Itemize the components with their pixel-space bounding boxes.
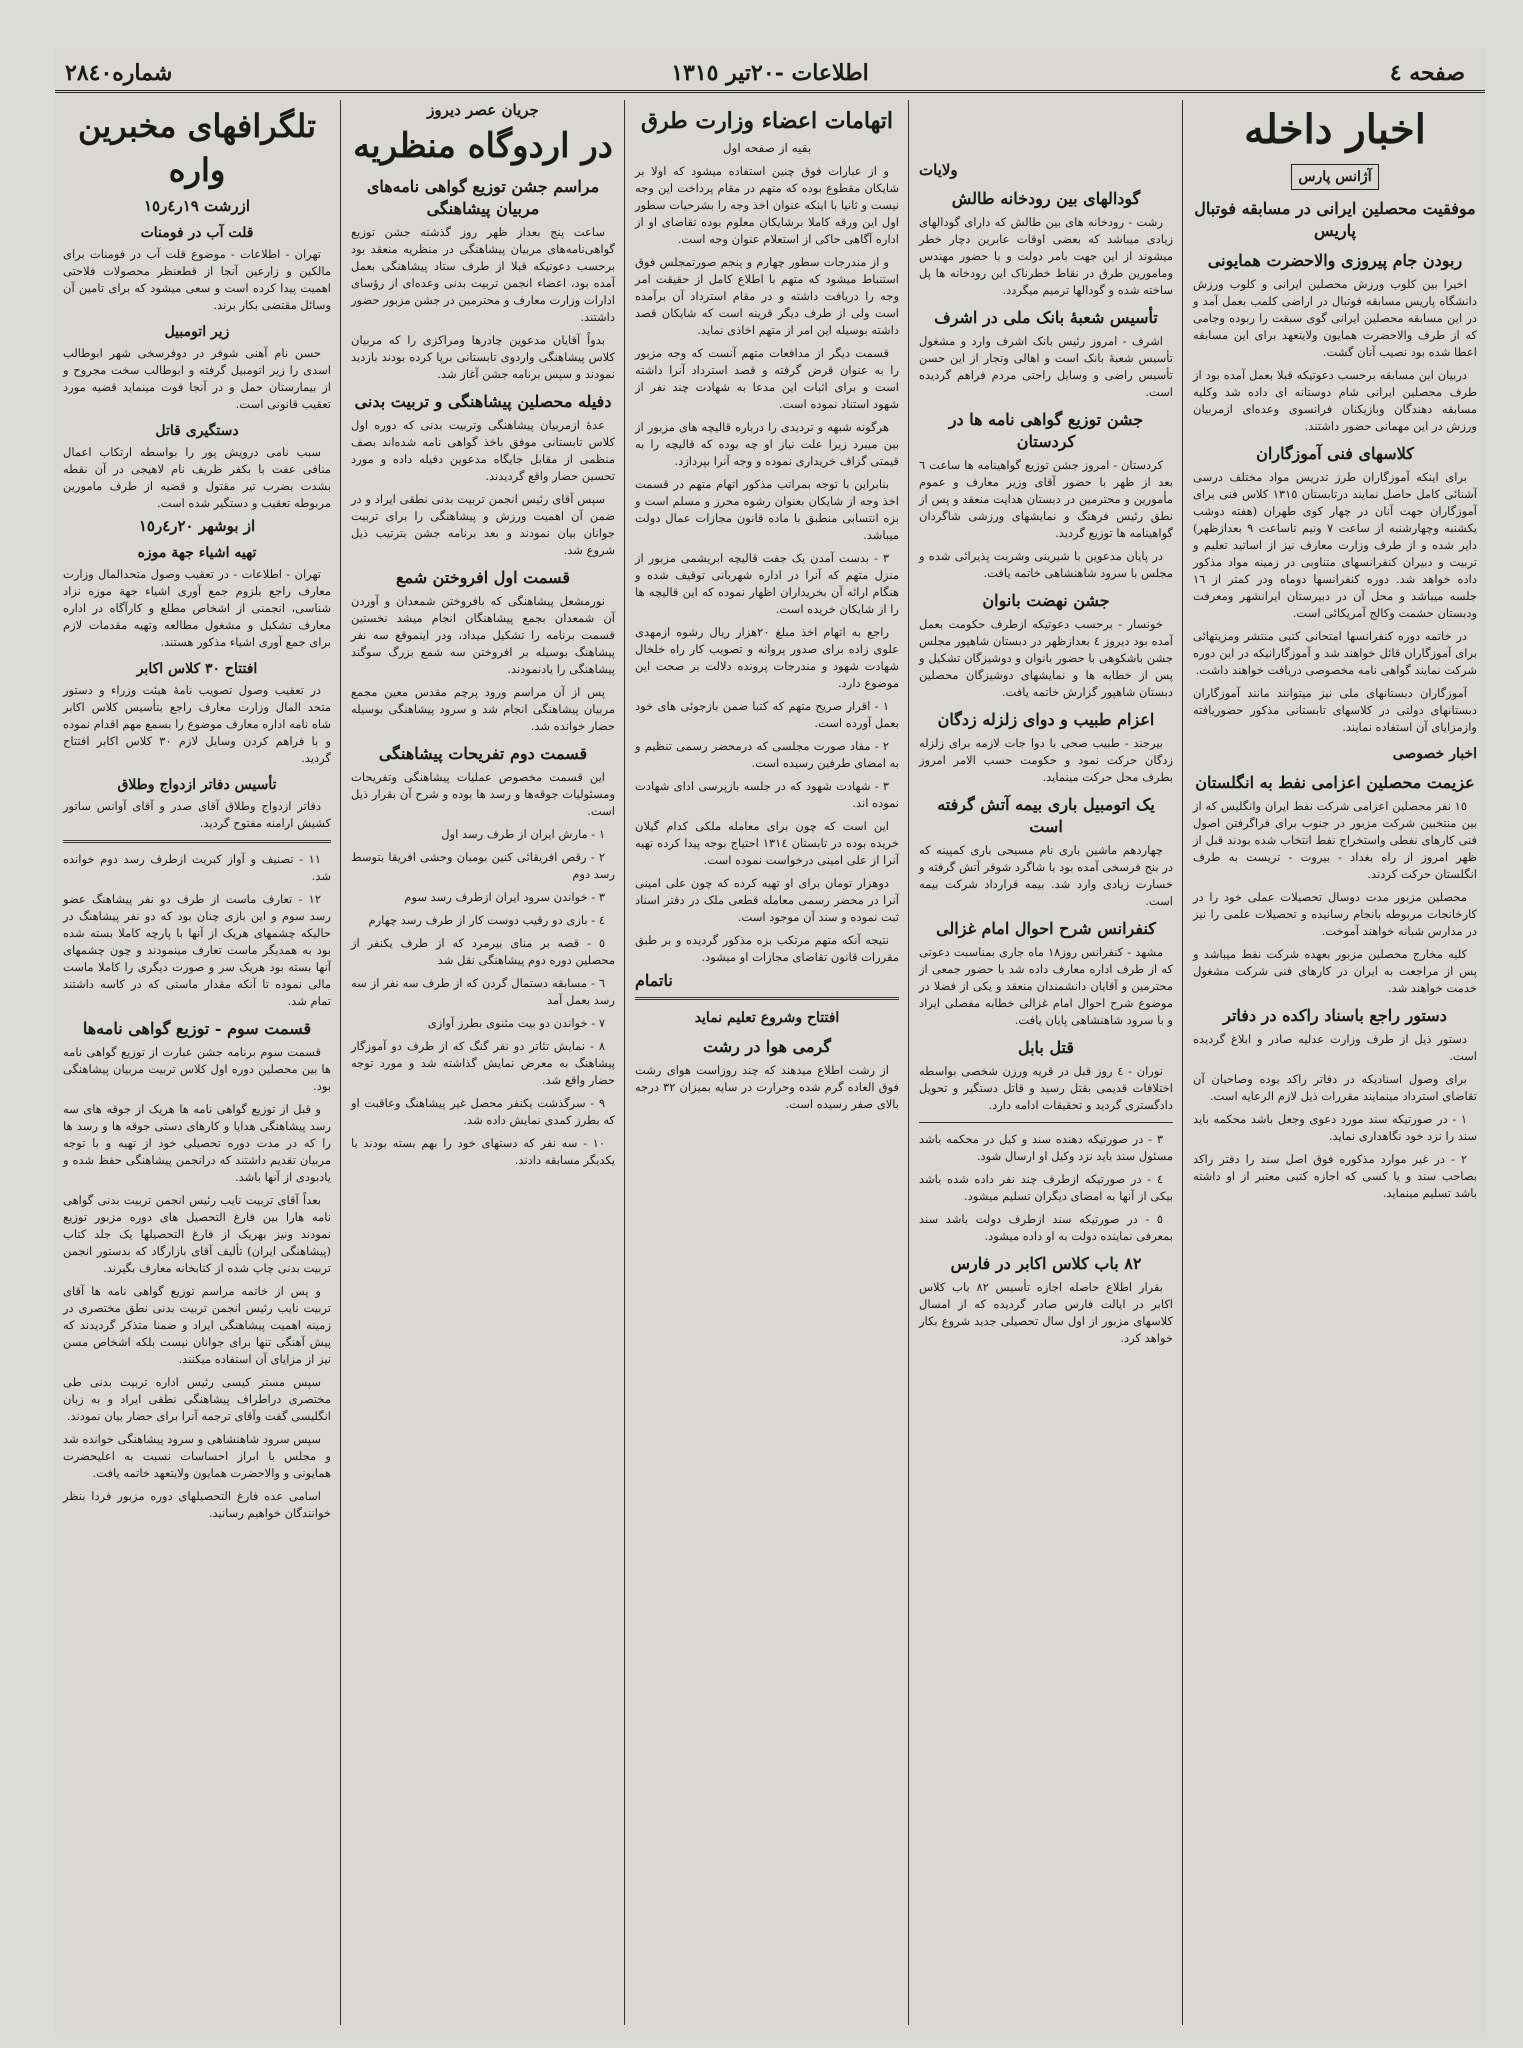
article-text: بنابراین با توجه بمراتب مذکور اتهام متهم در قسمت اخذ وجه از شایکان بعنوان رشوه محرز و مسلم است و بزه انتسابی منطبق با ماده قانون مجازات عمال دولت میباشد. — [635, 477, 899, 542]
article-text: هرگونه شبهه و تردیدی را درباره قالیچه های مزبور از بین میبرد زیرا علت نیاز او چه بوده که قالیچه را به قیمتی گزاف خریداری نموده و وجه آنرا بپردازد. — [635, 420, 899, 468]
divider — [63, 840, 331, 843]
headline-fumanat-water: قلت آب در فومنات — [140, 225, 254, 241]
article-text: آموزگاران دبستانهای ملی نیز میتوانند مانند آموزگاران دبستانهای دولتی در کلاسهای تابستانی مذکور حضوریافته وازمزایای آن استفاده نمایند. — [1193, 686, 1477, 734]
headline-scout-certificates: مراسم جشن توزیع گواهی نامه‌های مربیان پیشاهنگی — [366, 177, 600, 218]
headline-part-one: قسمت اول افروختن شمع — [395, 568, 571, 587]
article-text: سپس سرود شاهنشاهی و سرود پیشاهنگی خوانده شد و مجلس با ابراز احساسات نسبت به اعلیحضرت همایونی و والاحضرت همایون ولایتعهد خاتمه یافت. — [63, 1432, 331, 1480]
program-item: ٦ - مسابقه دستمال گردن که از طرف سه نفر از سه رسد بعمل آمد — [351, 976, 615, 1007]
headline-killer-arrest: دستگیری قاتل — [155, 423, 239, 439]
article-text: ١ - اقرار صریح متهم که کتبا ضمن بازجوئی های خود بعمل آورده است. — [635, 699, 899, 730]
headline-bank-branch: تأسیس شعبهٔ بانک ملی در اشرف — [934, 308, 1158, 327]
headline-babol-murder: قتل بابل — [1017, 1038, 1075, 1057]
article-text: نوران - ٤ روز قبل در قریه ورزن شخصی بواسطه اختلافات قدیمی بقتل رسید و قاتل دستگیر و تحویل دادگستری گردید و تحقیقات ادامه دارد. — [919, 1064, 1173, 1112]
article-text: چهاردهم ماشین باری نام مسیحی باری کمپینه که در بنج فرسخی آمده بود با شاگرد شوفر آتش گرفته و خسارت زیادی وارد شد. بیمه قرارداد شرکت بیمه است. — [919, 843, 1173, 908]
headline-oil-students: عزیمت محصلین اعزامی نفط به انگلستان — [1195, 773, 1475, 792]
headline-fars-classes: ٨٢ باب کلاس اکابر در فارس — [950, 1254, 1142, 1273]
program-item: ١ - مارش ایران از طرف رسد اول — [441, 827, 605, 841]
program-item: ١٠ - سه نفر که دستهای خود را بهم بسته بودند با یکدیگر مسابقه دادند. — [351, 1136, 615, 1167]
headline-marriage-offices: تأسیس دفاتر ازدواج وطلاق — [117, 777, 277, 793]
to-be-continued: ناتمام — [635, 971, 673, 990]
private-news-label: اخبار خصوصی — [1392, 746, 1477, 762]
article-text: بدواً آقایان مدعوین چادرها ومراکزی را که مربیان کلاس پیشاهنگی واردوی تابستانی برپا کرده بودند بازدید نمودند و سپس برنامه جشن آغاز شد. — [351, 333, 615, 381]
article-text: نتیجه آنکه متهم مرتکب بزه مذکور گردیده و بر طبق مقررات قانون تقاضای مجازات او میشود. — [635, 933, 899, 964]
agency-label: آژانس پارس — [1193, 164, 1477, 190]
column-rule — [340, 100, 341, 2025]
headline-school-opening: افتتاح وشروع تعلیم نماید — [694, 1010, 840, 1026]
article-text: اخیرا بین کلوب ورزش محصلین ایرانی و کلوب ورزش دانشگاه پاریس مسابقه فوتبال در اراضی کلمب بعمل آمد و در این مسابقه محصلین ایرانی گوی سبقت را ربوده وجامی که از طرف والاحضرت همایون ولایتعهد برای این مسابقه اعطا شده بود نصیب آنان گشت. — [1193, 277, 1477, 359]
article-text: تهران - اطلاعات - موضوع قلت آب در فومنات برای مالکین و زارعین آنجا از قطعنظر محصولات فلاحتی اهمیت پیدا کرده است و سعی میشود که برای تامین آن وسائل مقتضی بکار برند. — [63, 247, 331, 312]
column-domestic-news — [1185, 100, 1485, 2025]
divider — [635, 997, 899, 1000]
article-text: و پس از خاتمه مراسم توزیع گواهی نامه ها آقای تربیت نایب رئیس انجمن تربیت بدنی نطق مختصری در زمینه اهمیت پیشاهنگی ایراد و ضمنا متذکر گردیدند که پیش آهنگی تنها برای جوانان نیست بلکه اشخاص مسن نیز از مزایای آن استفاده میکنند. — [63, 1284, 331, 1366]
masthead — [55, 56, 1485, 93]
article-text: ٥ - در صورتیکه سند ازطرف دولت باشد سند بمعرفی نماینده دولت به او داده میشود. — [919, 1212, 1173, 1243]
headline-earthquake-doctor: اعزام طبیب و دوای زلزله زدگان — [937, 710, 1155, 729]
article-text: اسامی عده فارغ التحصیلهای دوره مزبور فردا بنظر خوانندگان خواهیم رسانید. — [63, 1489, 331, 1520]
headline-car-accident: زیر اتومبیل — [164, 324, 230, 340]
program-item: ٤ - بازی دو رقیب دوست کار از طرف رسد چهارم — [368, 913, 605, 927]
headline-part-three: قسمت سوم - توزیع گواهی نامه‌ها — [82, 1019, 312, 1038]
continued-from-label: بقیه از صفحه اول — [722, 141, 812, 155]
headline-part-two: قسمت دوم تفریحات پیشاهنگی — [378, 744, 588, 763]
headline-roads-ministry: اتهامات اعضاء وزارت طرق — [640, 108, 894, 134]
article-text: کلیه مخارج محصلین مزبور بعهده شرکت نفط میباشد و پس از مراجعت به ایران در کارهای فنی شرکت مشغول خدمت خواهند شد. — [1193, 947, 1477, 995]
program-item: ٧ - خواندن دو بیت مثنوی بطرز آوازی — [427, 1016, 605, 1030]
article-text: کردستان - امروز جشن توزیع گواهینامه ها ساعت ٦ بعد از ظهر با حضور آقای وزیر معارف و عموم مأمورین و محترمین در دبستان هدایت منعقد و پس از نطق رئیس فرهنگ و نمایشهای ورزشی شاگردان گواهینامه ها توزیع گردید. — [919, 458, 1173, 540]
column-rule — [624, 100, 625, 2025]
article-text: بیرجند - طبیب صحی با دوا جات لازمه برای زلزله زدگان حرکت نمود و حکومت حسب الامر امروز بطرف محل حرکت مینماید. — [919, 736, 1173, 784]
program-item: ٩ - سرگذشت یکنفر محصل غیر پیشاهنگ وعاقبت او که بطرز کمدی نمایش داده شد. — [351, 1096, 615, 1127]
article-text: راجع به اتهام اخذ مبلغ ٢٠هزار ریال رشوه ازمهدی علوی زاده برای صدور پروانه و تصویب کار راه خلخال شهادت شهود و مندرجات پرونده دلالت بر صحت این موضوع دارد. — [635, 625, 899, 690]
article-text: این است که چون برای معامله ملکی کدام گیلان خریده بوده در تابستان ١٣١٤ احتیاج بوجه پیدا کرده تهیه آنرا از علی امینی درخواست نموده است. — [635, 819, 899, 867]
headline-talesh: گودالهای بین رودخانه طالش — [951, 189, 1141, 208]
article-text: حسن نام آهنی شوفر در دوفرسخی شهر ابوطالب اسدی را زیر اتومبیل گرفته و ابوطالب سخت مجروح و از بیمارستان حمل و در آنجا فوت مینماید قضیه مورد تعقیب قانونی است. — [63, 346, 331, 411]
article-text: بعداً آقای تربیت نایب رئیس انجمن تربیت بدنی گواهی نامه هارا بین فارغ التحصیل های دوره مزبور توزیع نمودند ونیز بهریک از فارغ التحصیلها یک جلد کتاب (پیشاهنگی ایران) تألیف آقای بازارگاد که بدستور انجمن تربیت بدنی چاپ شده از کتابخانه معارف بگیرند. — [63, 1193, 331, 1275]
masthead-title: اطلاعات -٢٠تير ١٣١٥ — [671, 60, 869, 86]
article-text: ٤ - در صورتیکه ازطرف چند نفر داده شده باشد بیکی از آنها به امضای دیگران تسلیم میشود. — [919, 1172, 1173, 1203]
dateline-rasht: ازرشت ١٩ر٤ر١٥ — [144, 197, 250, 215]
kicker-yesterday: جریان عصر دیروز — [427, 101, 539, 119]
article-text: رشت - رودخانه های بین طالش که دارای گودالهای زیادی میباشد که بعضی اوقات عابرین دچار خطر میشوند از این جهت بامر دولت و با حضور مهندس ومامورین طرق در نقاط خطرناک این رودخانه ها پل ساخته شده و گودالها ترمیم میگردد. — [919, 215, 1173, 297]
article-text: دربیان این مسابقه برحسب دعوتیکه قبلا بعمل آمده بود از طرف محصلین ایرانی شام دوستانه ای داده شد وکلیه مسابقه دهندگان وبازیکنان فرانسوی وعده‌ای ازمربیان ورزش در این مهمانی حضور داشتند. — [1193, 368, 1477, 433]
article-text: و قبل از توزیع گواهی نامه ها هریک از جوقه های سه رسد پیشاهنگی هدایا و کارهای دستی جوقه ها و رسد ها را که در مدت دوره تحصیلی خود از تهیه و با توجه مربیان تقدیم داشتند که درانجمن پیشاهنگی حفظ شده و یادبودی از آنها باشد. — [63, 1102, 331, 1184]
article-text: سبب نامی درویش پور را بواسطه ارتکاب اعمال منافی عفت با بکفر ظریف نام لاهیجی در آن نقطه بشدت بضرب تیر مقتول و قضیه از طرف مامورین مربوطه تعقیب و دستگیر شده است. — [63, 445, 331, 510]
headline-women-movement: جشن نهضت بانوان — [982, 591, 1110, 610]
article-text: ٣ - بدست آمدن یک جفت قالیچه ابریشمی مزبور از منزل متهم که آنرا در اداره شهربانی توقیف شده و هنگام ارائه آن بخریداران اظهار نموده که این قالیچه ها را از شایکان خریده است. — [635, 551, 899, 616]
article-text: نورمشعل پیشاهنگی که بافروختن شمعدان و آوردن آن شمعدان بجمع پیشاهنگان انجام میشد نخستین قسمت برنامه را تشکیل میداد، ودر اینموقع سه نفر پیشاهنگ بوسیله بر افروختن سه شمع بزرگ سوگند پیشاهنگی را یادنمودند. — [351, 594, 615, 676]
article-text: قسمت دیگر از مدافعات متهم آنست که وجه مزبور را به عنوان قرض گرفته و قصد استرداد آنرا داشته است و برای اثبات این مدعا به شهادت چند نفر از شهود استناد نموده است. — [635, 346, 899, 411]
headline-museum-objects: تهیه اشیاء جهة موزه — [137, 545, 257, 561]
article-text: ٢ - مفاد صورت مجلسی که درمحضر رسمی تنظیم و به امضای طرفین رسیده است. — [635, 739, 899, 770]
article-text: ساعت پنج بعداز ظهر روز گذشته جشن توزیع گواهی‌نامه‌های مربیان پیشاهنگی در منظریه منعقد بود برحسب دعوتیکه قبلا از طرف ستاد پیشاهنگی بعمل آمده بود، اعضاء انجمن تربیت بدنی وعده‌ای از رؤسای ادارات وزارت معارف و محترمین در جشن مزبور حضور داشتند. — [351, 225, 615, 324]
headline-adult-classes: افتتاح ٣٠ کلاس اکابر — [136, 661, 258, 677]
program-item: ٣ - خواندن سرود ایران ازطرف رسد سوم — [404, 890, 605, 904]
column-rule — [1182, 100, 1183, 2025]
article-text: دستور ذیل از طرف وزارت عدلیه صادر و ابلاغ گردیده است. — [1193, 1032, 1477, 1063]
article-text: این قسمت مخصوص عملیات پیشاهنگی وتفریحات ومسئولیات جوقه‌ها و رسد ها بوده و شرح آن بقرار ذیل است. — [351, 770, 615, 818]
article-text: تهران - اطلاعات - در تعقیب وصول متحدالمال وزارت معارف راجع بلزوم جمع آوری اشیاء جهة موزه نزاد شناسی، انجمنی از اشخاص مطلع و کارآگاه در اداره معارف تشکیل و مشغول مطالعه وتهیه مقدمات لازم برای جمع آوری اشیاء مذکور هستند. — [63, 567, 331, 649]
article-text: و از مندرجات سطور چهارم و پنجم صورتمجلس فوق استنباط میشود که متهم با اطلاع کامل از حقیقت امر وجه را دریافت داشته و در مقام استرداد آن برآمده است ولی از طرف دیگر قرینه است که شایکان قصد داشته بوسیله این امر از متهم اخاذی نماید. — [635, 255, 899, 337]
issue-number: شماره٢٨٤٠ — [65, 60, 173, 86]
headline-dormant-documents: دستور راجع باسناد راکده در دفاتر — [1223, 1006, 1447, 1025]
article-text: عدهٔ ازمربیان پیشاهنگی وتربیت بدنی که دوره اول کلاس تابستانی موفق باخذ گواهی نامه شده‌اند بصف منظمی از مقابل جایگاه مدعوین دفیله داده و مورد تحسین حضار واقع گردیدند. — [351, 418, 615, 483]
provinces-kicker: ولایات — [919, 161, 958, 179]
article-text: سپس مستر کیسی رئیس اداره تربیت بدنی طی مختصری دراطراف پیشاهنگی نطقی ایراد و به زبان انگلیسی گفت وآقای ترجمه آنرا برای حضار بیان نمودند. — [63, 1375, 331, 1423]
article-text: در پایان مدعوین با شیرینی وشربت پذیرائی شده و مجلس با سرود شاهنشاهی خاتمه یافت. — [919, 549, 1173, 580]
article-text: از رشت اطلاع میدهند که چند روزاست هوای رشت فوق العاده گرم شده وحرارت در سایه بمیزان ٣٢ درجه بالای صفر رسیده است. — [635, 1063, 899, 1111]
dateline-bushehr: از بوشهر ٢٠ر٤ر١٥ — [138, 517, 256, 535]
headline-cup: ربودن جام پیروزی والاحضرت همایونی — [1207, 251, 1463, 270]
divider — [919, 1122, 1173, 1123]
headline-kurdistan-certificates: جشن توزیع گواهی نامه ها در کردستان — [948, 410, 1144, 451]
article-text: و از عبارات فوق چنین استفاده میشود که اولا بر شایکان مقطوع بوده که متهم در مقام پرداخت این وجه نیست و ثانیا با اینکه عنوان اخذ وجه را بشرحیات سطور اول این ورقه کاملا برشایکان معلوم بوده تقاضای او از اداره آگاهی حاکی از استعلام عنوان وجه است. — [635, 164, 899, 246]
page-number: صفحه ٤ — [1389, 60, 1465, 86]
program-item: ١١ - تصنیف و آواز کبریت ازطرف رسد دوم خوانده شد. — [63, 852, 331, 883]
article-text: خونسار - برحسب دعوتیکه ازطرف حکومت بعمل آمده بود دیروز ٤ بعدازظهر در دبستان شاهپور مجلس جشن باشکوهی با حضور بانوان و دوشیزگان تشکیل و پس از خطابه ها و نمایشهای دوشیزگان محصلین دبستان شاهپور گزارش خاتمه یافت. — [919, 617, 1173, 699]
column-rule — [908, 100, 909, 2025]
program-item: ١٢ - تعارف ماست از طرف دو نفر پیشاهنگ عضو رسد سوم و این بازی چنان بود که دو نفر پیشاهنگ در حالیکه چشمهای هریک از آنها با پارچه کاملا بسته شده بود به همدیگر ماست تعارف مینمودند و چون چشمهای آنها بسته بود هریک سر و صورت دیگری را کاملا ماست مالی نموده تا آنکه مقدار ماستی که در کاسه داشتند تمام شد. — [63, 892, 331, 1008]
column-manzarieh-camp — [343, 100, 623, 2025]
program-item: ٨ - نمایش تئاتر دو نفر گنگ که از طرف دو آموزگار پیشاهنگ به معرض نمایش گذاشته شد و مورد توجه حضار واقع شد. — [351, 1039, 615, 1087]
article-text: ٣ - شهادت شهود که در جلسه بازپرسی ادای شهادت نموده اند. — [635, 779, 899, 810]
section-title-telegrams: تلگرافهای مخبرین واره — [77, 107, 317, 189]
headline-scout-parade: دفیله محصلین پیشاهنگی و تربیت بدنی — [354, 392, 612, 411]
article-text: پس از آن مراسم ورود پرچم مقدس معین مجمع مربیان پیشاهنگی انجام شد و سرود پیشاهنگی بوسیله حضار خوانده شد. — [351, 685, 615, 733]
article-text: ١ - در صورتیکه سند مورد دعوی وجعل باشد محکمه باید سند را نزد خود نگاهداری نماید. — [1193, 1112, 1477, 1143]
article-text: برای وصول اسنادیکه در دفاتر راکد بوده وصاحبان آن تقاضای استرداد مینمایند مقررات ذیل لازم الرعایه است. — [1193, 1072, 1477, 1103]
article-text: دوهزار تومان برای او تهیه کرده که چون علی امینی آنرا در محضر رسمی معامله قطعی ملک در دفتر اسناد ثبت نموده و سند آن موجود است. — [635, 876, 899, 924]
headline-football: موفقیت محصلین ایرانی در مسابقه فوتبال پاریس — [1194, 199, 1476, 240]
headline-truck-fire: یک اتومبیل باری بیمه آتش گرفته است — [937, 795, 1155, 836]
column-roads-ministry — [627, 100, 907, 2025]
article-text: قسمت سوم برنامه جشن عبارت از توزیع گواهی نامه ها بین محصلین دوره اول کلاس تربیت مربیان پیشاهنگی بود. — [63, 1045, 331, 1093]
article-text: محصلین مزبور مدت دوسال تحصیلات عملی خود را در کارخانجات مربوطه بانجام رسانیده و تحصیلات علمی را نیز در مدارس شبانه خواهند آموخت. — [1193, 890, 1477, 938]
column-provinces — [911, 100, 1181, 2025]
newspaper-page — [55, 48, 1485, 2033]
columns — [55, 100, 1485, 2025]
article-text: در خاتمه دوره کنفرانسها امتحانی کتبی منتشر ومزیتهائی برای آموزگاران قائل خواهند شد و آموزگارانیکه در این دوره شرکت نمایند گواهی نامه مخصوصی دریافت خواهند داشت. — [1193, 629, 1477, 677]
headline-rasht-heat: گرمی هوا در رشت — [703, 1037, 831, 1056]
headline-manzarieh: در اردوگاه منظریه — [353, 126, 613, 166]
headline-teacher-classes: کلاسهای فنی آموزگاران — [1256, 444, 1414, 463]
headline-ghazali-conference: کنفرانس شرح احوال امام غزالی — [936, 919, 1156, 938]
article-text: اشرف - امروز رئیس بانک اشرف وارد و مشغول تأسیس شعبهٔ بانک است و اهالی وتجار از این حسن تأسیس راضی و وسایل راحتی مردم فراهم گردیده است. — [919, 334, 1173, 399]
article-text: دفاتر ازدواج وطلاق آقای صدر و آقای آوانس ساتور کشیش ارامنه مفتوح گردید. — [63, 799, 331, 830]
article-text: سپس آقای رئیس انجمن تربیت بدنی نطقی ایراد و در ضمن آن اهمیت ورزش و پیشاهنگی را برای تربیت جوانان بیان نمودند و بعد برنامه جشن بترتیب ذیل شروع شد. — [351, 492, 615, 557]
program-item: ٥ - قصه بر منای بیرمرد که از طرف یکنفر از محصلین دوره دوم پیشاهنگی نقل شد — [351, 936, 615, 967]
column-telegrams — [55, 100, 339, 2025]
article-text: برای اینکه آموزگاران طرز تدریس مواد مختلف درسی آشنائی کامل حاصل نمایند درتابستان ١٣١٥ کلاس فنی برای آموزگاران جهت آنان در چهار کوی طهران (هفته دوشب یکشنبه وچهارشنبه از ساعت ٧ ونیم تاساعت ٩ بعدازظهر) دایر شده و از طرف وزارت معارف نیز از اساتید تعلیم و تربیت و دبیران کنفرانسهای متناوبی در زمینه مواد مذکور داده خواهد شد. دوره کنفرانسها دوماه ودر کمتر از ١٦ جلسه میباشد و محل آن در دبیرستان ایرانشهر ومعرفت ودبستان حشمت وکالج آمریکائی است. — [1193, 470, 1478, 620]
section-title-domestic: اخبار داخله — [1244, 106, 1426, 153]
article-text: مشهد - کنفرانس روز١٨ ماه جاری بمناسبت دعوتی که از طرف اداره معارف داده شد با حضور جمعی از محترمین و آقایان دانشمندان منعقد و یکی از فضلا در موضوع شرح احوال امام غزالی خطابه مفصلی ایراد و با سرود شاهنشاهی پایان یافت. — [919, 945, 1173, 1027]
program-item: ٢ - رقص افریقائی کنین بومیان وحشی افریقا بتوسط رسد دوم — [351, 850, 615, 881]
article-text: ٣ - در صورتیکه دهنده سند و کیل در محکمه باشد مسئول سند باید نزد وکیل او ارسال شود. — [919, 1132, 1173, 1163]
article-text: در تعقیب وصول تصویب نامهٔ هیئت وزراء و دستور متحد المال وزارت معارف راجع بتأسیس کلاس اکابر شاه نامه اداره معارف موضوع را بسمع مهم اقدام نموده و با فراهم کردن وسایل لازم ٣٠ کلاس اکابر افتتاح گردید. — [63, 683, 332, 765]
article-text: بقرار اطلاع حاصله اجازه تأسیس ٨٢ باب کلاس اکابر در ایالت فارس صادر گردیده که از امسال کلاسهای مزبور از اول سال تحصیلی جدید شروع بکار خواهد کرد. — [919, 1280, 1173, 1345]
article-text: ٢ - در غیر موارد مذکوره فوق اصل سند را دفتر راکد بصاحب سند و یا کسی که اجازه کتبی معتبر از او داشته باشد تسلیم مینماید. — [1193, 1152, 1477, 1200]
article-text: ١٥ نفر محصلین اعزامی شرکت نفط ایران وانگلیس که از بین منتخبین شرکت مزبور در جنوب برای فراگرفتن اصول فنی کارهای نفطی واستخراج نفط انتخاب شده بودند قبل از ظهر امروز از راه بغداد - بیروت - تریست به طرف انگلستان حرکت کردند. — [1193, 799, 1477, 881]
